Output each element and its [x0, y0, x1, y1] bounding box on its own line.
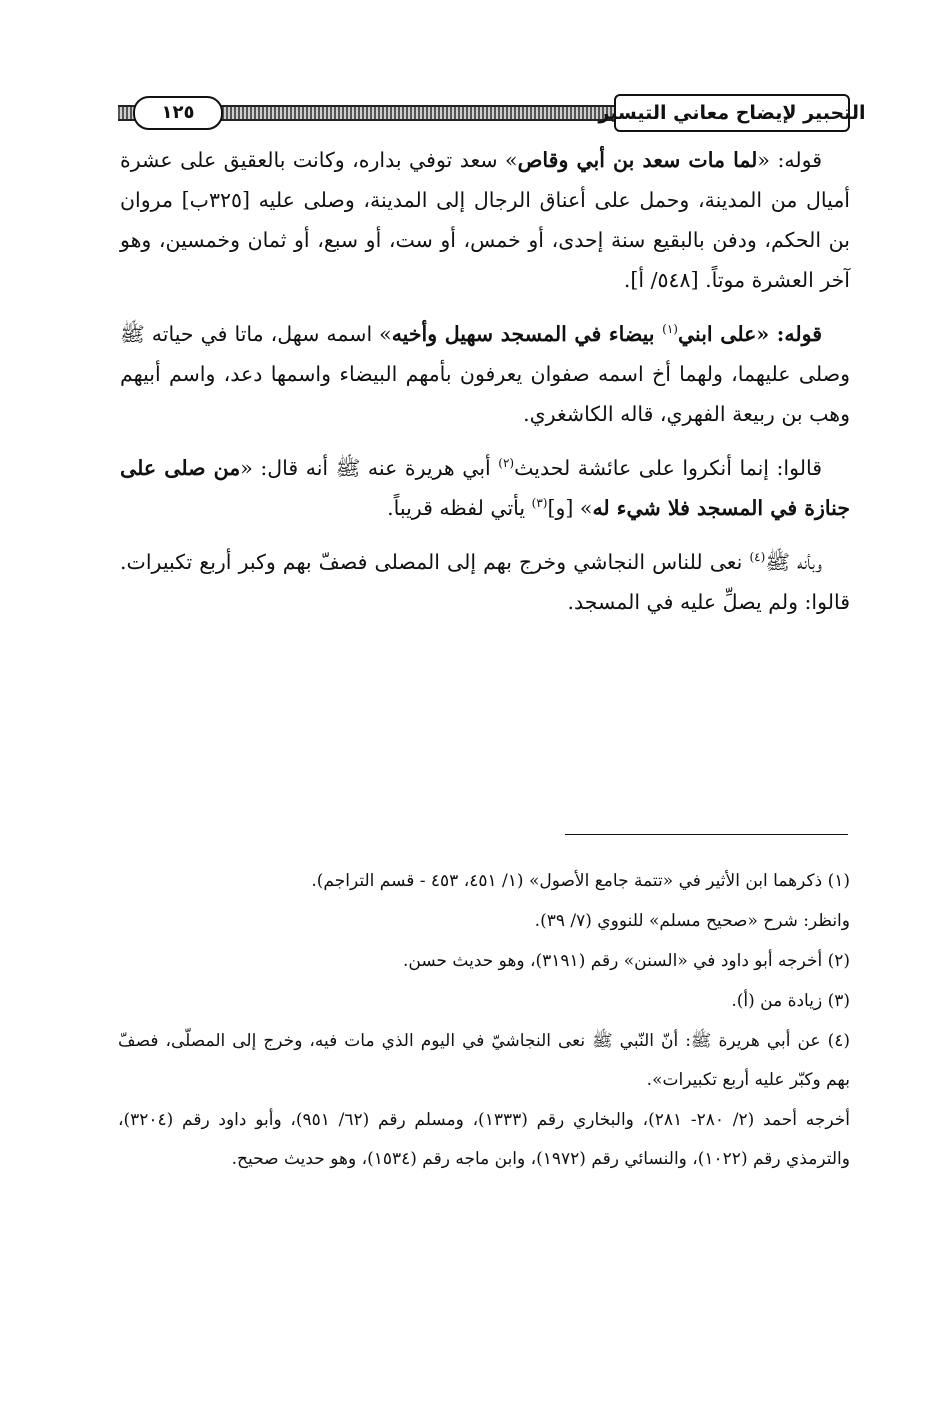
footnotes: [118, 862, 850, 1180]
quoted-hadith-phrase: لما مات سعد بن أبي وقاص: [517, 148, 758, 172]
footnote-ref-2: (٢): [498, 456, 515, 471]
paragraph-1: قوله: «لما مات سعد بن أبي وقاص» سعد توفي بداره، وكانت بالعقيق على عشرة أميال من المدينة، وحمل على أعناق الرجال إلى المدينة، وصلى عليه [٣٢٥ب] مروان بن الحكم، ودفن بالبقيع سنة إحدى، أو خمس، أو ست، أو سبع، أو ثمان وخمسين، وهو آخر العشرة موتاً. [٥٤٨/ أ].: [120, 148, 850, 292]
footnote-ref-3: (٣): [531, 496, 548, 511]
paragraph-3: قالوا: إنما أنكروا على عائشة لحديث$^{(٢)}$ أبي هريرة عنه ﷺ أنه قال: «من صلى على جنازة في المسجد فلا شيء له» [و]$^{(٣)}$ يأتي لفظه قريباً.: [120, 456, 850, 520]
footnote-1: (١) ذكرهما ابن الأثير في «تتمة جامع الأصول» (١/ ٤٥١، ٤٥٣ - قسم التراجم).: [311, 871, 850, 891]
quoted-hadith-phrase: بيضاء في المسجد سهيل وأخيه: [391, 322, 663, 346]
footnote-2: (٢) أخرجه أبو داود في «السنن» رقم (٣١٩١)، وهو حديث حسن.: [402, 951, 850, 971]
footnote-1-continued: وانظر: شرح «صحيح مسلم» للنووي (٧/ ٣٩).: [534, 911, 850, 931]
footnote-ref-4: (٤): [749, 550, 766, 565]
footnote-separator: [565, 834, 848, 835]
book-title: التحبير لإيضاح معاني التيسير: [614, 94, 850, 132]
paragraph-2: قوله: «على ابني$^{(١)}$ بيضاء في المسجد سهيل وأخيه» اسمه سهل، ماتا في حياته ﷺ وصلى عليهما، ولهما أخ اسمه صفوان يعرفون بأمهم البيضاء واسمها دعد، واسم أبيهم وهب بن ربيعة الفهري، قاله الكاشغري.: [120, 322, 850, 426]
footnote-ref-1: (١): [662, 322, 678, 337]
paragraph-4: وبأنه ﷺ$^{(٤)}$ نعى للناس النجاشي وخرج بهم إلى المصلى فصفّ بهم وكبر أربع تكبيرات. قالوا: ولم يصلِّ عليه في المسجد.: [120, 550, 850, 614]
quoted-hadith-phrase: من صلى على جنازة في المسجد فلا شيء له: [120, 456, 850, 520]
footnote-4-continued: أخرجه أحمد (٢/ ٢٨٠- ٢٨١)، والبخاري رقم (١٣٣٣)، ومسلم رقم (٦٢/ ٩٥١)، وأبو داود رقم (٣٢٠٤)، والترمذي رقم (١٠٢٢)، والنسائي رقم (١٩٧٢)، وابن ماجه رقم (١٥٣٤)، وهو حديث صحيح.: [118, 1110, 850, 1169]
footnote-4: (٤) عن أبي هريرة ﷺ: أنّ النّبي ﷺ نعى النجاشيّ في اليوم الذي مات فيه، وخرج إلى المصلّى، فصفّ بهم وكبّر عليه أربع تكبيرات».: [118, 1031, 850, 1090]
running-header: [118, 90, 866, 136]
footnote-3: (٣) زيادة من (أ).: [731, 991, 850, 1011]
main-text: [120, 140, 850, 636]
page-number: ١٢٥: [133, 96, 223, 130]
